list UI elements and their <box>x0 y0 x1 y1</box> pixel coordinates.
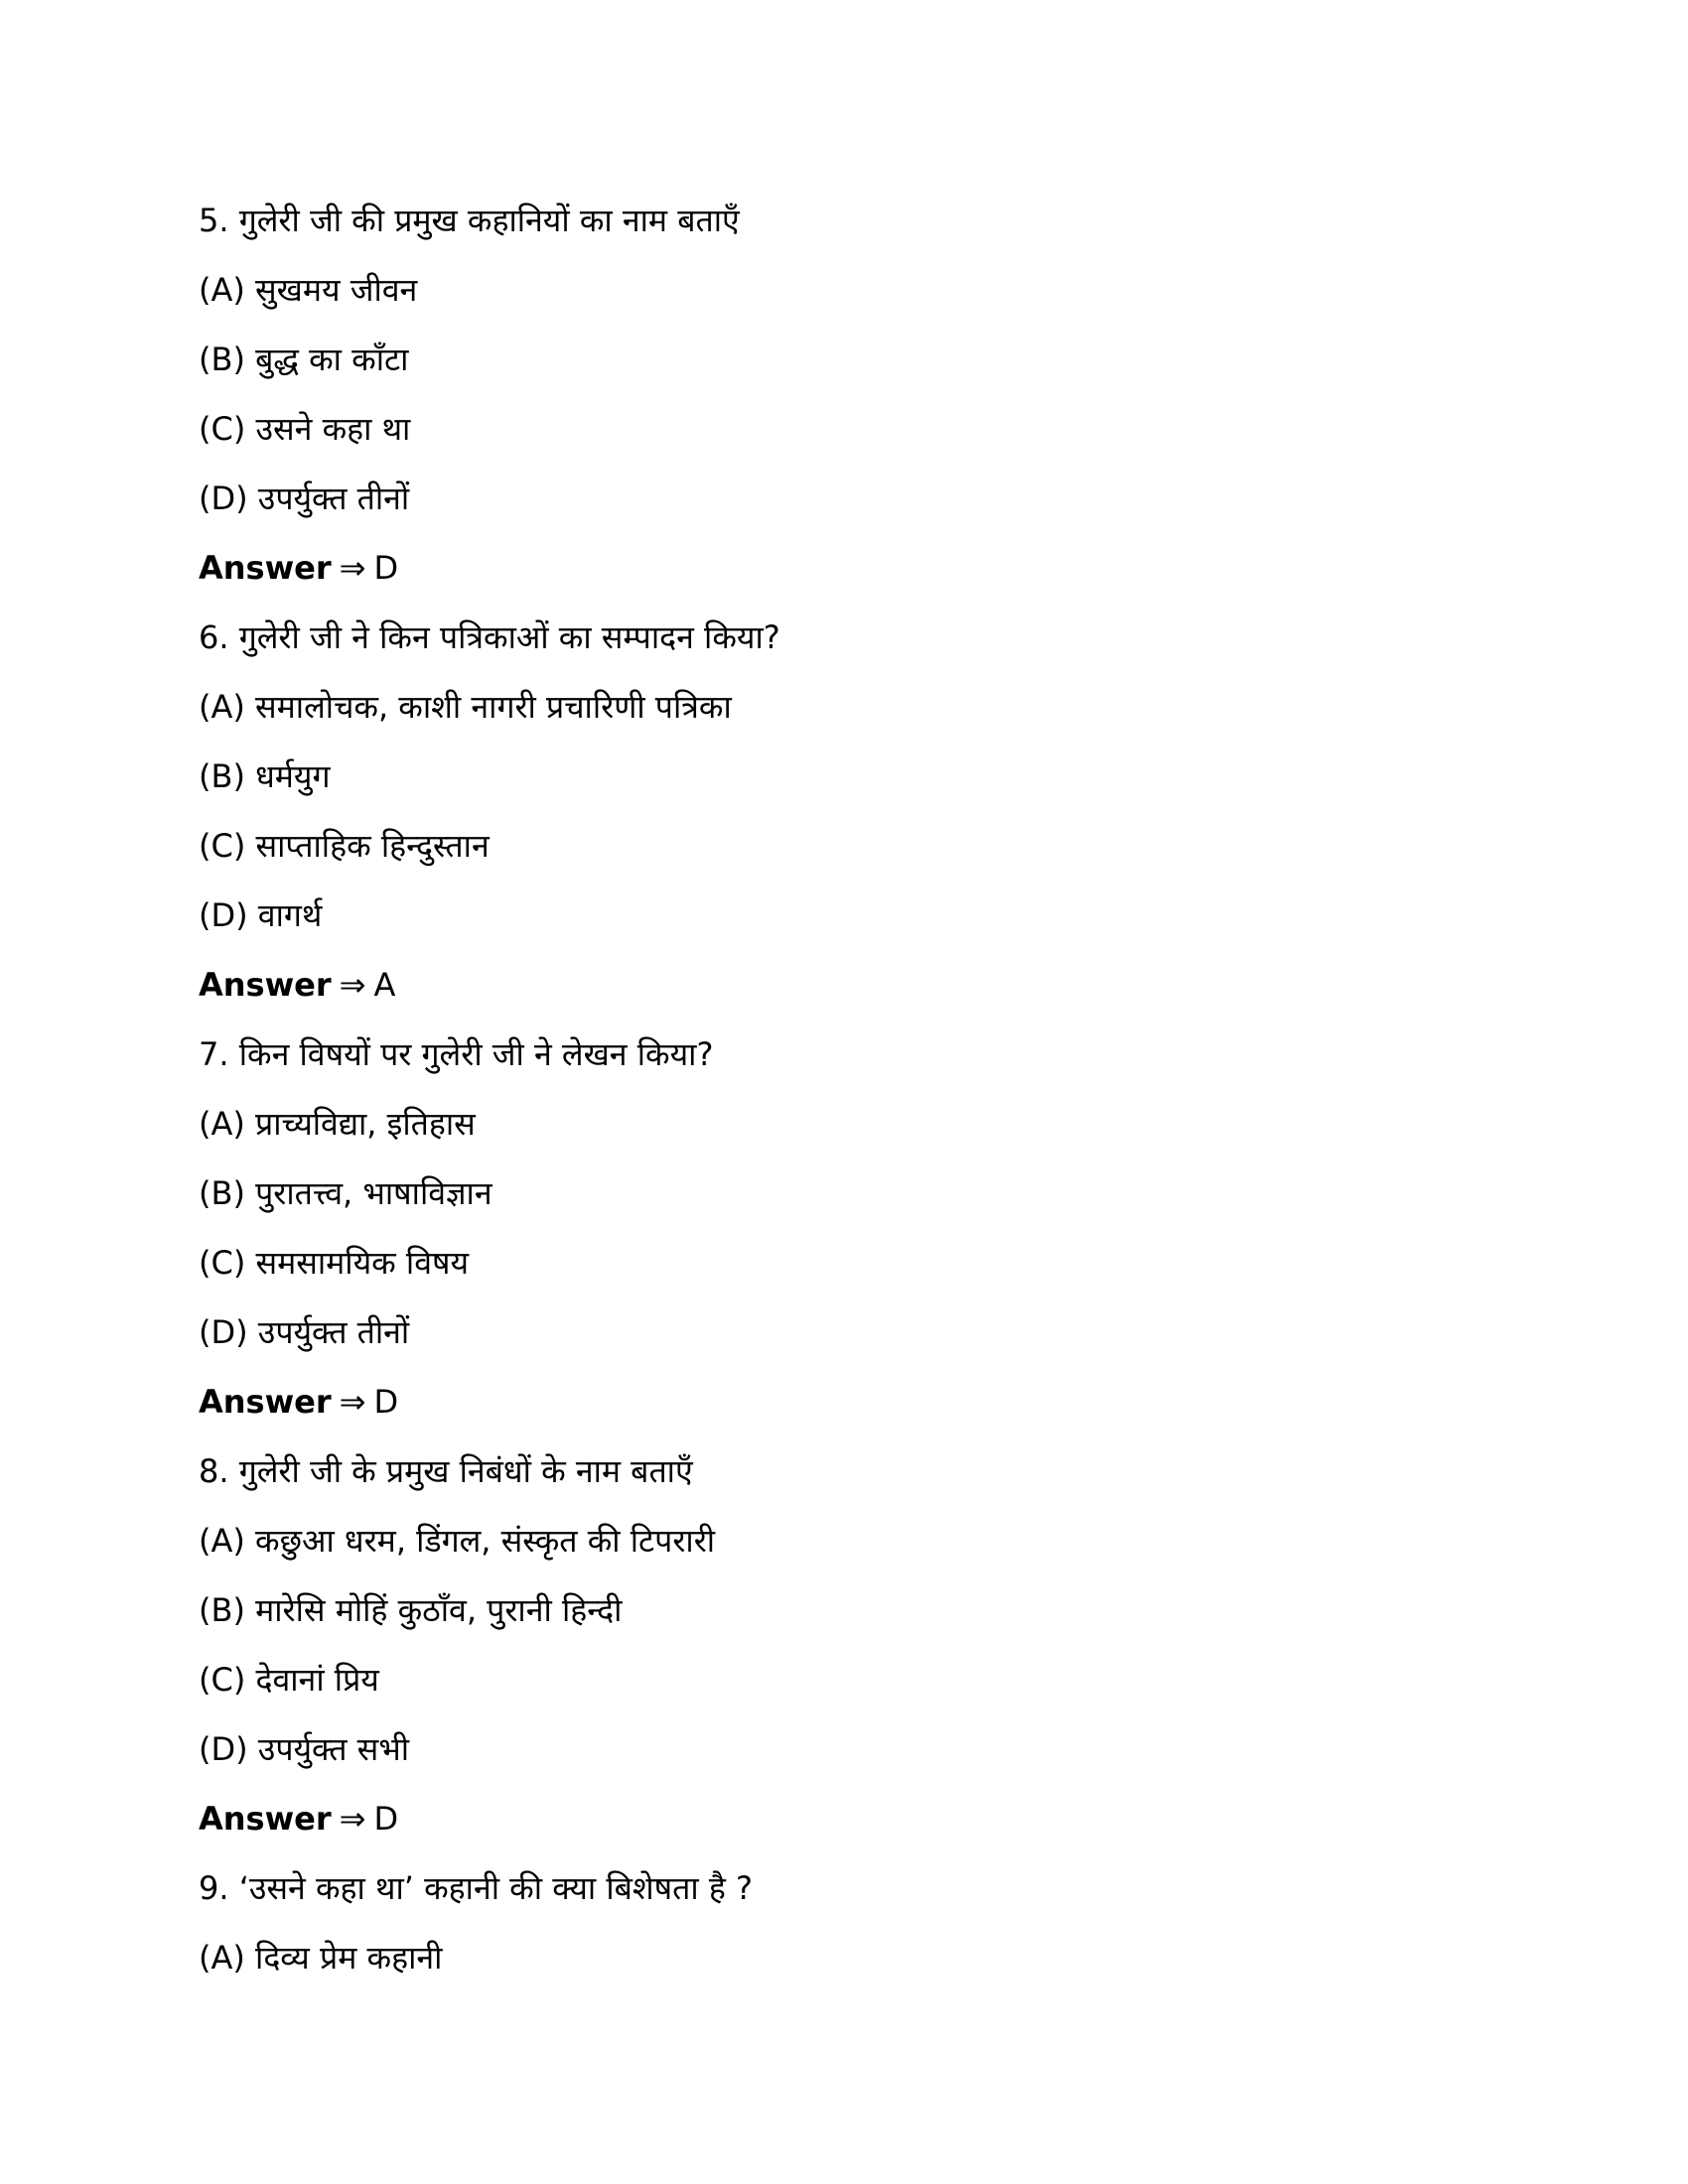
answer-line <box>199 961 1489 1030</box>
option-b: (B) मारेसि मोहिं कुठाँव, पुरानी हिन्दी <box>199 1591 623 1629</box>
answer-value: D <box>373 1383 399 1421</box>
document-page <box>199 197 1489 2003</box>
answer-arrow: ⇒ <box>339 1383 366 1421</box>
option-c: (C) समसामयिक विषय <box>199 1244 470 1282</box>
option-d: (D) उपर्युक्त सभी <box>199 1730 410 1768</box>
option-c: (C) उसने कहा था <box>199 410 411 448</box>
option-a: (A) सुखमय जीवन <box>199 271 418 309</box>
answer-arrow: ⇒ <box>339 966 366 1004</box>
answer-line <box>199 1378 1489 1447</box>
question-text: 6. गुलेरी जी ने किन पत्रिकाओं का सम्पादन किया? <box>199 618 780 656</box>
answer-value: A <box>373 966 396 1004</box>
option-b: (B) बुद्ध का काँटा <box>199 341 409 378</box>
option-a: (A) दिव्य प्रेम कहानी <box>199 1939 443 1977</box>
option-c: (C) साप्ताहिक हिन्दुस्तान <box>199 827 490 865</box>
answer-line <box>199 1795 1489 1864</box>
answer-label: Answer <box>199 1800 332 1838</box>
question-text: 7. किन विषयों पर गुलेरी जी ने लेखन किया? <box>199 1035 714 1073</box>
option-b: (B) पुरातत्त्व, भाषाविज्ञान <box>199 1174 492 1212</box>
answer-arrow: ⇒ <box>339 549 366 587</box>
answer-value: D <box>373 1800 399 1838</box>
option-a: (A) प्राच्यविद्या, इतिहास <box>199 1105 476 1143</box>
question-text: 5. गुलेरी जी की प्रमुख कहानियों का नाम बताएँ <box>199 202 740 239</box>
option-a: (A) समालोचक, काशी नागरी प्रचारिणी पत्रिका <box>199 688 732 726</box>
option-c: (C) देवानां प्रिय <box>199 1661 379 1699</box>
option-b: (B) धर्मयुग <box>199 757 331 795</box>
answer-arrow: ⇒ <box>339 1800 366 1838</box>
answer-label: Answer <box>199 549 332 587</box>
option-d: (D) उपर्युक्त तीनों <box>199 1313 410 1351</box>
option-d: (D) उपर्युक्त तीनों <box>199 479 410 517</box>
question-text: 8. गुलेरी जी के प्रमुख निबंधों के नाम बताएँ <box>199 1452 693 1490</box>
answer-label: Answer <box>199 966 332 1004</box>
answer-value: D <box>373 549 399 587</box>
answer-line <box>199 544 1489 614</box>
answer-label: Answer <box>199 1383 332 1421</box>
option-a: (A) कछुआ धरम, डिंगल, संस्कृत की टिपरारी <box>199 1522 716 1560</box>
question-text: 9. ‘उसने कहा था’ कहानी की क्या बिशेषता है ? <box>199 1869 753 1907</box>
option-d: (D) वागर्थ <box>199 896 323 934</box>
